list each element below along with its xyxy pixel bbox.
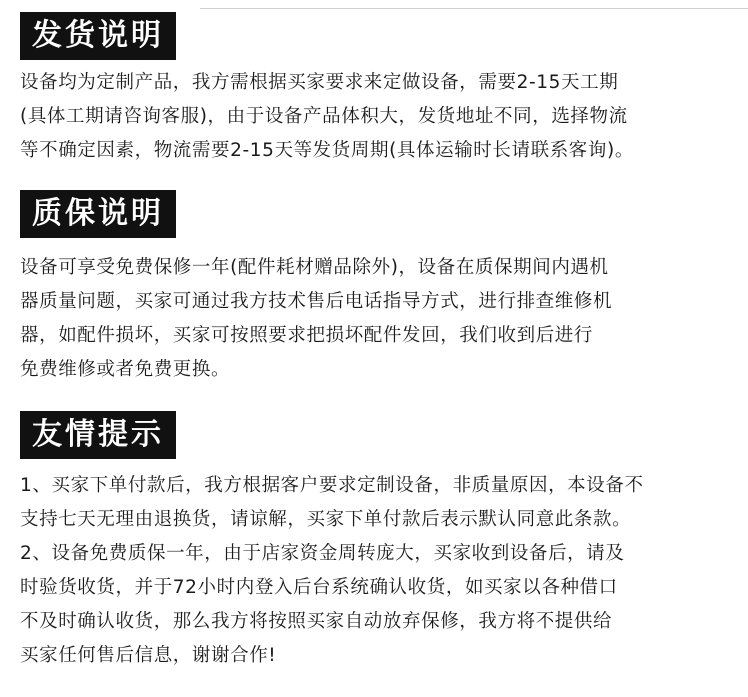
warranty-line-2: 器质量问题，买家可通过我方技术售后电话指导方式，进行排查维修机 bbox=[20, 291, 613, 312]
warranty-line-1: 设备可享受免费保修一年(配件耗材赠品除外)，设备在质保期间内遇机 bbox=[20, 257, 609, 278]
tips-line-1: 1、买家下单付款后，我方根据客户要求定制设备，非质量原因，本设备不 bbox=[20, 475, 644, 496]
tips-text bbox=[20, 469, 736, 673]
shipping-text bbox=[20, 66, 736, 168]
tips-line-4: 时验货收货，并于72小时内登入后台系统确认收货，如买家以各种借口 bbox=[20, 577, 618, 598]
tips-line-6: 买家任何售后信息，谢谢合作! bbox=[20, 645, 277, 666]
shipping-line-2: (具体工期请咨询客服)，由于设备产品体积大，发货地址不同，选择物流 bbox=[20, 106, 628, 127]
warranty-line-4: 免费维修或者免费更换。 bbox=[20, 359, 231, 380]
shipping-line-3: 等不确定因素，物流需要2-15天等发货周期(具体运输时长请联系客询)。 bbox=[20, 140, 634, 161]
top-divider bbox=[200, 8, 748, 9]
tips-line-3: 2、设备免费质保一年，由于店家资金周转庞大，买家收到设备后，请及 bbox=[20, 543, 625, 564]
warranty-text bbox=[20, 251, 736, 387]
warranty-title: 质保说明 bbox=[20, 190, 176, 238]
shipping-title: 发货说明 bbox=[20, 12, 176, 60]
warranty-line-3: 器，如配件损坏，买家可按照要求把损坏配件发回，我们收到后进行 bbox=[20, 325, 594, 346]
tips-line-2: 支持七天无理由退换货，请谅解，买家下单付款后表示默认同意此条款。 bbox=[20, 509, 632, 530]
tips-title: 友情提示 bbox=[20, 411, 176, 459]
tips-line-5: 不及时确认收货，那么我方将按照买家自动放弃保修，我方将不提供给 bbox=[20, 611, 613, 632]
shipping-line-1: 设备均为定制产品，我方需根据买家要求来定做设备，需要2-15天工期 bbox=[20, 72, 619, 93]
